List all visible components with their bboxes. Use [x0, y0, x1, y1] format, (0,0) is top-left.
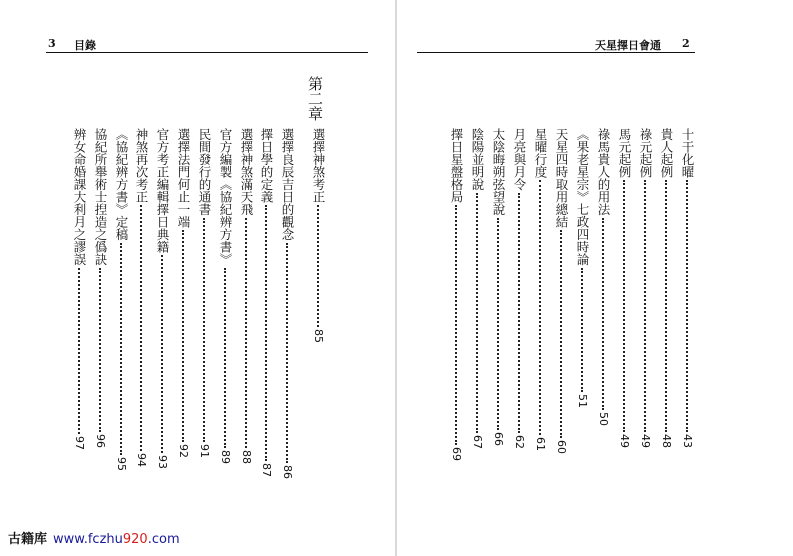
toc-entry-page: 51	[576, 393, 589, 408]
toc-entry-title: 十干化曜	[680, 128, 695, 178]
toc-entry	[448, 128, 464, 461]
toc-entry-page: 66	[492, 431, 505, 446]
toc-entry-page: 91	[198, 443, 211, 458]
toc-entry-title: 擇日學的定義	[259, 128, 274, 203]
toc-entry-page: 62	[513, 434, 526, 449]
toc-entry	[133, 128, 149, 467]
toc-entry-title: 星曜行度	[533, 128, 548, 178]
toc-entry-page: 69	[450, 447, 463, 461]
toc-entry-page: 50	[597, 411, 610, 426]
right-running-title: 天星擇日會通	[595, 39, 661, 52]
chapter-heading	[306, 76, 324, 121]
toc-entry	[679, 128, 695, 448]
dot-leader	[203, 218, 205, 442]
toc-entry-title: 馬元起例	[617, 128, 632, 178]
toc-entry	[574, 128, 590, 408]
watermark-url-prefix: www.fczhu	[53, 532, 123, 547]
toc-entry-title: 官方編製《協紀辨方書》	[218, 128, 233, 266]
dot-leader	[286, 243, 288, 463]
toc-entry-page: 96	[94, 433, 107, 448]
toc-entry-page: 86	[281, 464, 294, 479]
watermark-url	[53, 532, 180, 547]
dot-leader	[686, 180, 688, 432]
dot-leader	[665, 180, 667, 432]
toc-entry-title: 祿馬貴人的用法	[596, 128, 611, 216]
toc-entry-title: 月亮與月令	[512, 128, 527, 191]
toc-entry-page: 88	[240, 449, 253, 464]
toc-entry	[616, 128, 632, 448]
toc-entry-page: 89	[219, 449, 232, 464]
toc-entry	[469, 128, 485, 449]
toc-entry	[92, 128, 108, 448]
toc-entry	[490, 128, 506, 446]
dot-leader	[539, 180, 541, 435]
dot-leader	[497, 218, 499, 430]
toc-entry	[511, 128, 527, 449]
toc-entry-page: 43	[681, 434, 694, 448]
right-page	[397, 0, 793, 556]
dot-leader	[602, 218, 604, 410]
toc-entry-page: 67	[471, 434, 484, 449]
dot-leader	[518, 193, 520, 433]
toc-entry-title: 選擇法門何止一端	[176, 128, 191, 228]
toc-entry-title: 神煞再次考正	[134, 128, 149, 203]
toc-entry-title: 協紀所舉術士揑造之僞訣	[93, 128, 108, 266]
dot-leader	[224, 268, 226, 448]
chapter-title: 第二章	[306, 76, 324, 121]
toc-entry	[175, 128, 191, 458]
toc-entry-page: 60	[555, 440, 568, 454]
toc-entry-page: 92	[177, 444, 190, 458]
toc-entry-title: 選擇神煞考正	[311, 128, 326, 203]
toc-entry-title: 官方考正編輯擇日典籍	[155, 128, 170, 253]
toc-entry	[258, 128, 274, 477]
dot-leader	[140, 205, 142, 451]
right-page-number: 2	[682, 37, 690, 50]
toc-entry	[658, 128, 674, 448]
toc-entry-page: 85	[312, 329, 325, 343]
toc-entry-title: 陰陽並明說	[470, 128, 485, 191]
dot-leader	[317, 205, 319, 327]
left-running-title: 目錄	[74, 39, 96, 52]
toc-entry	[553, 128, 569, 454]
toc-entry-title: 貴人起例	[659, 128, 674, 178]
toc-entry	[532, 128, 548, 451]
toc-entry-page: 97	[73, 435, 86, 450]
toc-entry-page: 95	[115, 456, 128, 471]
left-header-rule	[46, 52, 368, 53]
toc-entry-title: 祿元起例	[638, 128, 653, 178]
watermark-site-name: 古籍库	[8, 532, 48, 547]
toc-entry-title: 天星四時取用總結	[554, 128, 569, 228]
toc-entry-title: 《協紀辨方書》定稿	[114, 128, 129, 241]
toc-entry	[238, 128, 254, 464]
toc-entry-page: 49	[618, 434, 631, 448]
dot-leader	[161, 255, 163, 453]
toc-entry-title: 選擇良辰吉日的觀念	[280, 128, 295, 241]
dot-leader	[560, 230, 562, 438]
toc-entry-title: 《果老星宗》七政四時論	[575, 128, 590, 266]
dot-leader	[245, 218, 247, 448]
dot-leader	[99, 268, 101, 432]
toc-entry	[595, 128, 611, 426]
toc-entry-page: 93	[156, 455, 169, 469]
toc-entry	[637, 128, 653, 448]
toc-entry-page: 48	[660, 434, 673, 448]
watermark-url-suffix: .com	[147, 532, 180, 547]
toc-entry	[279, 128, 295, 479]
dot-leader	[623, 180, 625, 432]
dot-leader	[78, 268, 80, 434]
toc-entry-page: 49	[639, 434, 652, 448]
dot-leader	[476, 193, 478, 433]
dot-leader	[182, 230, 184, 442]
toc-entry-title: 辨女命婚課大利月之謬誤	[72, 128, 87, 266]
toc-entry-title: 民間發行的通書	[197, 128, 212, 216]
toc-entry	[113, 128, 129, 471]
toc-entry	[310, 128, 326, 343]
toc-entry-page: 87	[260, 463, 273, 477]
site-watermark	[8, 528, 180, 547]
toc-entry-title: 選擇神煞滿天飛	[239, 128, 254, 216]
toc-entry-title: 太陰晦朔弦望說	[491, 128, 506, 216]
toc-entry-page: 61	[534, 437, 547, 451]
dot-leader	[455, 205, 457, 445]
toc-entry	[71, 128, 87, 450]
toc-entry	[196, 128, 212, 458]
left-page	[0, 0, 396, 556]
dot-leader	[644, 180, 646, 432]
toc-entry	[217, 128, 233, 464]
toc-entry-page: 94	[135, 453, 148, 467]
watermark-url-accent: 920	[122, 532, 148, 547]
toc-entry-title: 擇日星盤格局	[449, 128, 464, 203]
dot-leader	[581, 268, 583, 392]
right-header-rule	[417, 52, 695, 53]
dot-leader	[265, 205, 267, 461]
dot-leader	[120, 243, 122, 455]
left-page-number: 3	[48, 37, 56, 50]
toc-entry	[154, 128, 170, 469]
